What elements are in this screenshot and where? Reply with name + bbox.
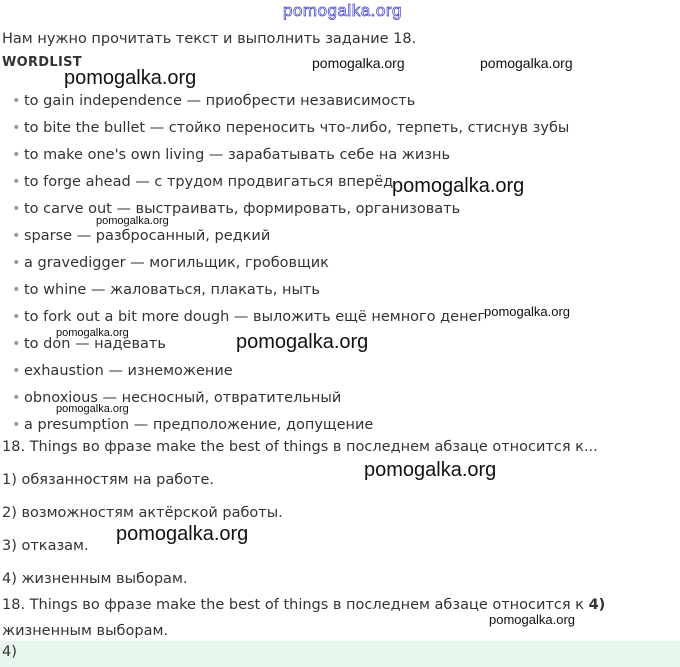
- final-answer-box: [0, 641, 680, 667]
- bullet-icon: •: [12, 120, 21, 136]
- list-item: • to forge ahead — с трудом продвигаться вперёд: [12, 174, 394, 190]
- list-item: • to fork out a bit more dough — выложить ещё немного денег: [12, 309, 486, 325]
- bullet-icon: •: [12, 390, 21, 406]
- list-item: • to carve out — выстраивать, формировать, организовать: [12, 201, 461, 217]
- list-item: • to don — надевать: [12, 336, 166, 352]
- option-4: 4) жизненным выборам.: [2, 571, 188, 587]
- watermark: pomogalka.org: [364, 459, 497, 481]
- final-answer: 4): [2, 644, 17, 660]
- bullet-icon: •: [12, 255, 21, 271]
- wordlist-heading: WORDLIST: [2, 55, 82, 70]
- bullet-icon: •: [12, 201, 21, 217]
- watermark: pomogalka.org: [312, 55, 405, 71]
- watermark: pomogalka.org: [56, 327, 129, 339]
- list-item: • exhaustion — изнеможение: [12, 363, 233, 379]
- answer-line: 18. Things во фразе make the best of things в последнем абзаце относится к 4): [2, 597, 606, 613]
- answer-bold: 4): [588, 597, 606, 613]
- list-item: • obnoxious — несносный, отвратительный: [12, 390, 342, 406]
- bullet-icon: •: [12, 309, 21, 325]
- list-item: • to gain independence — приобрести независимость: [12, 93, 416, 109]
- option-1: 1) обязанностям на работе.: [2, 472, 214, 488]
- list-item: • sparse — разбросанный, редкий: [12, 228, 271, 244]
- watermark: pomogalka.org: [56, 403, 129, 415]
- intro-text: Нам нужно прочитать текст и выполнить задание 18.: [2, 31, 417, 47]
- list-item: • to bite the bullet — стойко переносить что-либо, терпеть, стиснув зубы: [12, 120, 570, 136]
- watermark: pomogalka.org: [64, 67, 197, 89]
- bullet-icon: •: [12, 363, 21, 379]
- watermark: pomogalka.org: [489, 612, 575, 627]
- watermark-top: pomogalka.org: [283, 1, 402, 20]
- watermark: pomogalka.org: [96, 215, 169, 227]
- list-item: • to make one's own living — зарабатывать себе на жизнь: [12, 147, 451, 163]
- watermark: pomogalka.org: [116, 523, 249, 545]
- bullet-icon: •: [12, 174, 21, 190]
- list-item: • a presumption — предположение, допущение: [12, 417, 374, 433]
- option-2: 2) возможностям актёрской работы.: [2, 505, 283, 521]
- watermark: pomogalka.org: [480, 55, 573, 71]
- watermark: pomogalka.org: [484, 304, 570, 319]
- list-item: • a gravedigger — могильщик, гробовщик: [12, 255, 329, 271]
- option-3: 3) отказам.: [2, 538, 89, 554]
- bullet-icon: •: [12, 228, 21, 244]
- question-text: 18. Things во фразе make the best of things в последнем абзаце относится к...: [2, 439, 598, 455]
- bullet-icon: •: [12, 417, 21, 433]
- bullet-icon: •: [12, 93, 21, 109]
- bullet-icon: •: [12, 147, 21, 163]
- bullet-icon: •: [12, 282, 21, 298]
- bullet-icon: •: [12, 336, 21, 352]
- watermark: pomogalka.org: [392, 175, 525, 197]
- answer-line-continued: жизненным выборам.: [2, 623, 168, 639]
- watermark: pomogalka.org: [236, 331, 369, 353]
- list-item: • to whine — жаловаться, плакать, ныть: [12, 282, 320, 298]
